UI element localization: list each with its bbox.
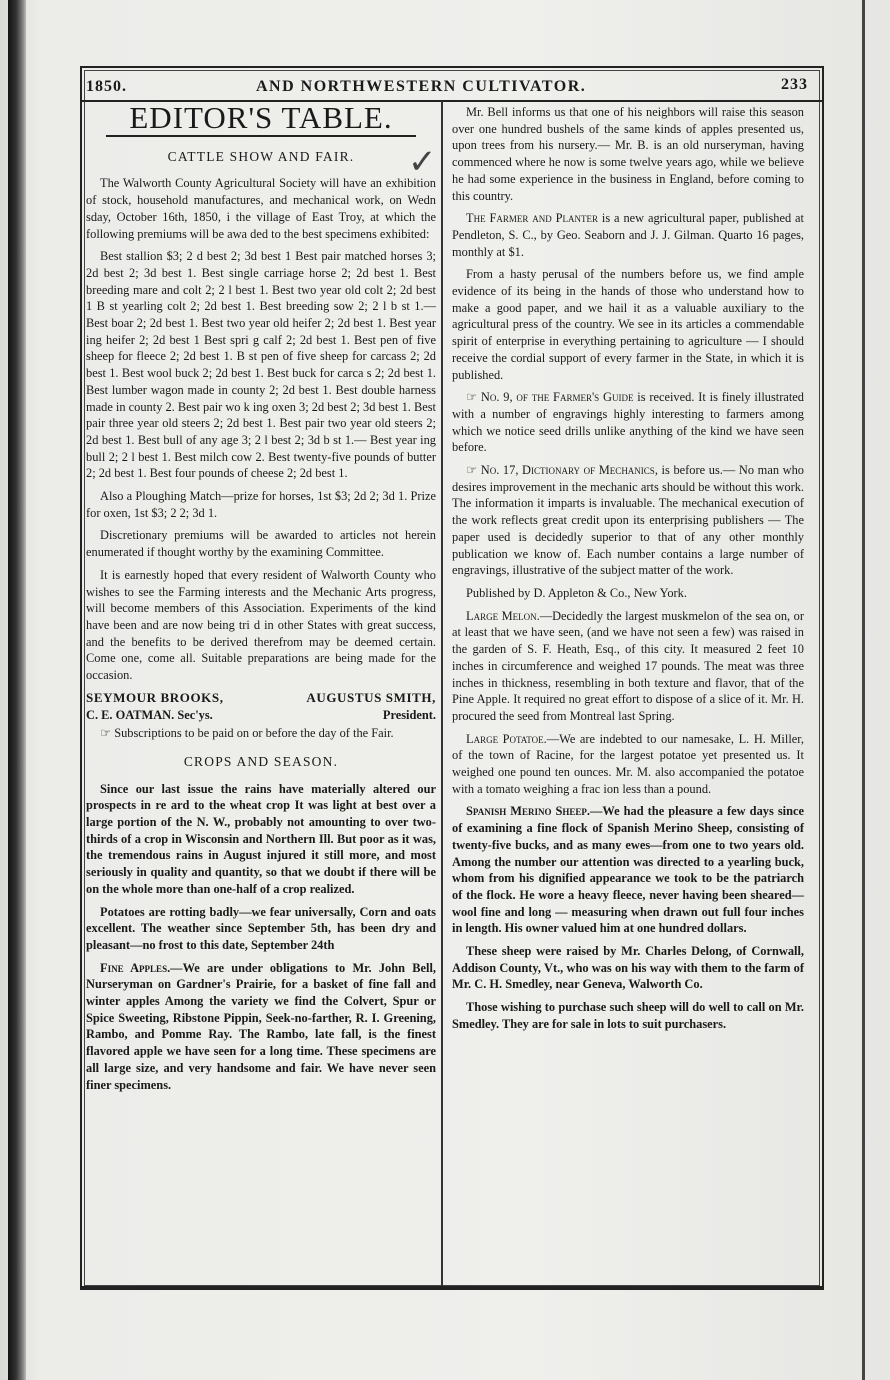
subscription-note: ☞ Subscriptions to be paid on or before the day of the Fair. — [100, 726, 394, 741]
running-head — [86, 76, 816, 100]
binding-spine — [8, 0, 26, 1380]
right-column — [452, 104, 804, 1039]
signature-name: AUGUSTUS SMITH, — [306, 689, 436, 705]
page-title: EDITOR'S TABLE. — [129, 100, 393, 135]
signature-row — [86, 690, 436, 707]
signature-name: C. E. OATMAN. Sec'ys. — [86, 707, 213, 722]
paragraph: From a hasty perusal of the numbers before us, we find ample evidence of its being in the hands of those who understand how to make a good paper, and we hail it as a valuable auxiliary to the agricultural press of the country. We see in its articles a commendable spirit of enterprise in everything pertaining to agriculture — I should receive the cordial support of every farmer in the State, in which it is published. — [452, 267, 804, 382]
item-body: is a new agricultural paper, published at Pendleton, S. C., by Geo. Seaborn and J. J. Gilman. Quarto 16 pages, monthly at $1. — [452, 211, 804, 259]
item-body: —Decidedly the largest muskmelon of the sea on, or at least that we have seen, (and we have not seen a few) was raised in the garden of S. F. Heath, Esq., of this city. It measured 2 feet 10 inches in circumference and weighed 17 pounds. The meat was three inches in thickness, resembling in both texture and flavor, that of the Pine Apple. It required no great effort to dispose of a slice of it. Mr. H. procured the seed from Montreal last Spring. — [452, 608, 804, 723]
paragraph — [86, 960, 436, 1094]
signature-role: President. — [382, 707, 436, 722]
header-year: 1850. — [86, 78, 127, 95]
publisher-line: Published by D. Appleton & Co., New York. — [466, 585, 687, 600]
left-column — [86, 100, 436, 1099]
item-lead: Fine Apples. — [100, 960, 171, 975]
paragraph: It is earnestly hoped that every resident of Walworth County who wishes to see the Farming interests and the Mechanic Arts progress, will become members of this Association. Experiments of the kind have been and are now being tri d in other States with great success, and the benefits to be derived therefrom may be deemed certain. Come one, come all. Suitable preparations are being made for the occasion. — [86, 567, 436, 683]
item-lead: Large Melon. — [466, 608, 540, 623]
item-body: —We are indebted to our namesake, L. H. Miller, of the town of Racine, for the largest potatoe yet presented us. It weighed one pound ten ounces. Mr. M. also accompanied the potatoe with a tomato weighing a frac ion less than a pound. — [452, 731, 804, 796]
paragraph — [452, 608, 804, 725]
item-body: —We had the pleasure a few days since of examining a fine flock of Spanish Merino Sheep, consisting of twenty-five bucks, and as many ewes—from one to two years old. Among the number our attention was directed to a yearling buck, whom from his dignified appearance we took to be the patriarch of the flock. He wore a heavy fleece, never having been sheared—wool fine and long — measuring when drawn out full four inches in length. His owner valued him at one hundred dollars. — [452, 804, 804, 936]
paragraph: Mr. Bell informs us that one of his neighbors will raise this season over one hundred bushels of the same kinds of apples presented us, upon trees from his nursery.— Mr. B. is an old nurseryman, having commenced where he now is some twelve years ago, while we believe he had some experience in the business in England, before coming to this country. — [452, 105, 804, 203]
signature-name: SEYMOUR BROOKS, — [86, 689, 224, 705]
item-lead: Large Potatoe. — [466, 731, 547, 746]
paragraph — [452, 731, 804, 798]
paragraph — [452, 462, 804, 579]
header-journal: AND NORTHWESTERN CULTIVATOR. — [256, 78, 587, 95]
section-head-crops: CROPS AND SEASON. — [183, 753, 339, 769]
paragraph — [452, 210, 804, 260]
item-body: —We are under obligations to Mr. John Bell, Nurseryman on Gardner's Prairie, for a basket of fine fall and winter apples Among the variety we find the Colvert, Spur or Spice Sweeting, Ribstone Pippin, Seek-no-farther, R. I. Greening, Rambo, and Pomme Ray. The Rambo, late fall, is the finest flavored apple we have seen for a long time. These specimens are all large size, and very handsome and fair. We have never seen finer specimens. — [86, 960, 436, 1092]
paragraph: Discretionary premiums will be awarded to articles not herein enumerated if thought worthy by the examining Committee. — [86, 528, 436, 560]
paragraph — [452, 803, 804, 937]
column-rule — [441, 101, 443, 1286]
page-number: 233 — [781, 76, 808, 93]
paragraph: The Walworth County Agricultural Society will have an exhibition of stock, household manufactures, and mechanical work, on Wedn sday, October 16th, 1850, i the village of East Troy, at which the following premiums will be awa ded to the best specimens exhibited: — [86, 176, 436, 241]
item-lead: Spanish Merino Sheep. — [466, 804, 591, 819]
section-head-cattle-show: CATTLE SHOW AND FAIR. — [167, 148, 355, 164]
item-lead: ☞ No. 17, Dictionary of Mechanics, — [466, 463, 658, 478]
premium-list: Best stallion $3; 2 d best 2; 3d best 1 Best pair matched horses 3; 2d best 2; 3d best 1. Best single carriage horse 2; 2d best 1. Best breeding mare and colt 2; 2 l best 1. Best two year old colt 2; 2d best 1 B st yearling colt 2; 2d best 1. Best breeding sow 2; 2 l b st 1.— Best boar 2; 2d best 1. Best two year old heifer 2; 2d best 1. Best year ing heifer 2; 2d best 1 Best spri g calf 2; 2d best 1. Best pen of five sheep for fleece 2; 2d best 1. B st pen of five sheep for carcass 2; 2d best 1. Best wool buck 2; 2d best 1. Best buck for carca s 2; 2d best 1. Best lumber wagon made in county 2; 2d best 1. Best double harness made in county 2. Best pair wo k ing oxen 3; 2d best 2; 3d best 1. Best pair three year old steers 2; 2d best 1. Best pair two year old steers 2; 2d best 1. Best bull of any age 3; 2 l best 2; 3d b st 1.— Best year ing bull 2; 2 l best 1. Best milch cow 2. Best twenty-five pounds of butter 2; 2d best 1. Best four pounds of cheese 2; 2d best 1. — [86, 249, 436, 481]
paragraph: Potatoes are rotting badly—we fear universally, Corn and oats excellent. The weather since September 5th, has been dry and pleasant—no frost to this date, September 24th — [86, 904, 436, 952]
paragraph: Those wishing to purchase such sheep will do well to call on Mr. Smedley. They are for sale in lots to suit purchasers. — [452, 1000, 804, 1031]
item-body: is received. It is finely illustrated with a number of engravings highly interesting to farmers among which we notice seed drills unlike anything of the kind we have seen before. — [452, 390, 804, 455]
title-rule — [106, 135, 416, 137]
item-lead: ☞ No. 9, of the Farmer's Guide — [466, 390, 634, 405]
item-body: is before us.— No man who desires improvement in the mechanic arts should be without this work. The information it imparts is invaluable. The mechanical execution of the work reflects great credit upon its enterprising publishers — The paper used is decidedly superior to that of any other monthly publication we know of. Each number contains a large number of engravings, illustrative of the subject matter of the work. — [452, 463, 804, 578]
paragraph: Since our last issue the rains have materially altered our prospects in re ard to the wheat crop It was light at best over a large portion of the N. W., probably not amounting to over two-thirds of a crop in Wisconsin and Northern Ill. But poor as it was, the tremendous rains in August injured it still more, and most seriously in quality and quantity, so that we doubt if there will be on the whole more than one-half of a crop realized. — [86, 781, 436, 896]
paragraph: Also a Ploughing Match—prize for horses, 1st $3; 2d 2; 3d 1. Prize for oxen, 1st $3; 2 2; 3d 1. — [86, 489, 436, 520]
item-lead: The Farmer and Planter — [466, 211, 599, 226]
page-edge — [862, 0, 865, 1380]
paragraph: These sheep were raised by Mr. Charles Delong, of Cornwall, Addison County, Vt., who was on his way with them to the farm of Mr. C. H. Smedley, near Geneva, Walworth Co. — [452, 944, 804, 992]
signature-row — [86, 707, 436, 724]
paragraph — [452, 389, 804, 456]
checkmark-annotation: ✓ — [408, 142, 437, 182]
bottom-rule — [82, 1286, 822, 1288]
